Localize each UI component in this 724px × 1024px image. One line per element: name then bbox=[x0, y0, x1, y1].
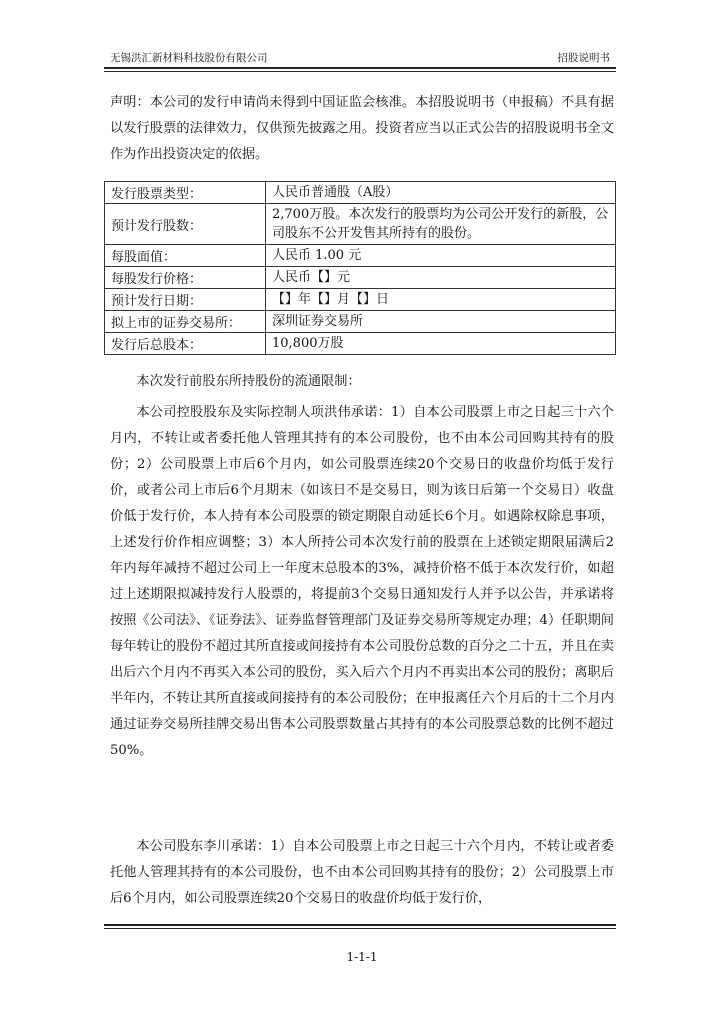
page-number: 1-1-1 bbox=[346, 950, 378, 964]
table-row bbox=[105, 267, 616, 289]
row-value: 人民币 1.00 元 bbox=[266, 245, 616, 267]
footer-rule bbox=[104, 924, 616, 926]
declaration-text: 声明：本公司的发行申请尚未得到中国证监会核准。本招股说明书（申报稿）不具有据以发行股票的法律效力，仅供预先披露之用。投资者应当以正式公告的招股说明书全文作为作出投资决定的依据。 bbox=[110, 95, 614, 162]
offering-info-table bbox=[104, 181, 616, 355]
table-row bbox=[105, 333, 616, 355]
page-header bbox=[104, 50, 616, 66]
row-key: 拟上市的证券交易所： bbox=[105, 311, 266, 333]
footer-rule-thin bbox=[104, 928, 616, 929]
document-type: 招股说明书 bbox=[557, 52, 610, 64]
row-value: 人民币【】元 bbox=[266, 267, 616, 289]
row-key: 发行股票类型： bbox=[105, 182, 266, 204]
row-key: 预计发行日期： bbox=[105, 289, 266, 311]
section-title: 本次发行前股东所持股份的流通限制： bbox=[136, 374, 361, 389]
header-rule-thin bbox=[104, 71, 616, 72]
paragraph-controlling-shareholder: 本公司控股股东及实际控制人项洪伟承诺：1）自本公司股票上市之日起三十六个月内，不转让或者委托他人管理其持有的本公司股份，也不由本公司回购其持有的股份；2）公司股票上市后6个月内，如公司股票连续20个交易日的收盘价均低于发行价，或者公司上市后6个月期末（如该日不是交易日，则为该日后第一个交易日）收盘价低于发行价，本人持有本公司股票的锁定期限自动延长6个月。如遇除权除息事项，上述发行价作相应调整；3）本人所持公司本次发行前的股票在上述锁定期限届满后2年内每年减持不超过公司上一年度末总股本的3%，减持价格不低于本次发行价，如超过上述期限拟减持发行人股票的，将提前3个交易日通知发行人并予以公告，并承诺将按照《公司法》、《证券法》、证券监督管理部门及证券交易所等规定办理；4）任职期间每年转让的股份不超过其所直接或间接持有本公司股份总数的百分之二十五，并且在卖出后六个月内不再买入本公司的股份，买入后六个月内不再卖出本公司的股份；离职后半年内，不转让其所直接或间接持有的本公司股份；在申报离任六个月后的十二个月内通过证券交易所挂牌交易出售本公司股票数量占其持有的本公司股票总数的比例不超过50%。 bbox=[110, 405, 614, 758]
row-value: 10,800万股 bbox=[266, 333, 616, 355]
row-key: 发行后总股本： bbox=[105, 333, 266, 355]
row-key: 预计发行股数： bbox=[105, 204, 266, 245]
row-value: 【】年【】月【】日 bbox=[266, 289, 616, 311]
row-key: 每股发行价格： bbox=[105, 267, 266, 289]
table-row bbox=[105, 289, 616, 311]
row-value: 人民币普通股（A股） bbox=[266, 182, 616, 204]
row-key: 每股面值： bbox=[105, 245, 266, 267]
paragraph-shareholder-li: 本公司股东李川承诺：1）自本公司股票上市之日起三十六个月内，不转让或者委托他人管理其持有的本公司股份，也不由本公司回购其持有的股份；2）公司股票上市后6个月内，如公司股票连续20个交易日的收盘价均低于发行价， bbox=[110, 839, 614, 906]
row-value: 2,700万股。本次发行的股票均为公司公开发行的新股，公司股东不公开发售其所持有的股份。 bbox=[266, 204, 616, 245]
table-row bbox=[105, 204, 616, 245]
company-name: 无锡洪汇新材料科技股份有限公司 bbox=[110, 52, 268, 64]
row-value: 深圳证券交易所 bbox=[266, 311, 616, 333]
table-row bbox=[105, 182, 616, 204]
table-row bbox=[105, 311, 616, 333]
table-row bbox=[105, 245, 616, 267]
header-rule bbox=[104, 67, 616, 69]
